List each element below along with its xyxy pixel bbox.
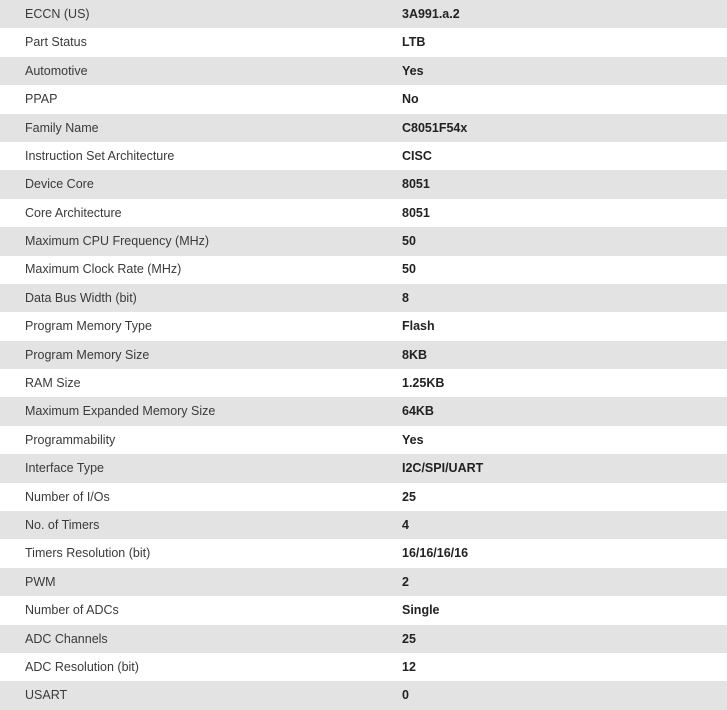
spec-label-cell: PPAP: [25, 92, 58, 107]
spec-value-cell: 50: [402, 234, 416, 249]
spec-label-cell: Device Core: [25, 177, 94, 192]
spec-label-cell: Maximum CPU Frequency (MHz): [25, 234, 210, 249]
spec-label-cell: Automotive: [25, 63, 88, 78]
spec-label-cell: USART: [25, 688, 68, 703]
spec-value-cell: 64KB: [402, 404, 434, 419]
spec-label-cell: Program Memory Size: [25, 347, 150, 362]
spec-value-cell: 3A991.a.2: [402, 6, 460, 21]
spec-value-cell: 16/16/16/16: [402, 546, 469, 561]
spec-value-cell: 8051: [402, 177, 430, 192]
spec-label-cell: Core Architecture: [25, 205, 122, 220]
spec-value-cell: 8KB: [402, 347, 428, 362]
table-row: [0, 539, 727, 567]
spec-value-cell: 50: [402, 262, 416, 277]
table-row: [0, 625, 727, 653]
spec-value-cell: 0: [402, 688, 409, 703]
spec-label-cell: Number of ADCs: [25, 603, 119, 618]
spec-value-cell: 25: [402, 489, 416, 504]
spec-label-cell: Instruction Set Architecture: [25, 148, 175, 163]
spec-value-cell: 8051: [402, 205, 430, 220]
spec-label-cell: Family Name: [25, 120, 99, 135]
spec-label-cell: RAM Size: [25, 376, 81, 391]
spec-value-cell: Yes: [402, 432, 424, 447]
table-row: [0, 227, 727, 255]
table-row: [0, 312, 727, 340]
spec-value-cell: 25: [402, 631, 416, 646]
spec-label-cell: PWM: [25, 574, 56, 589]
spec-label-cell: ADC Channels: [25, 631, 108, 646]
spec-value-cell: 12: [402, 659, 416, 674]
spec-label-cell: ECCN (US): [25, 6, 90, 21]
table-row: [0, 341, 727, 369]
table-row: [0, 568, 727, 596]
spec-label-cell: Data Bus Width (bit): [25, 290, 137, 305]
table-row: [0, 454, 727, 482]
table-row: [0, 0, 727, 28]
spec-label-cell: Program Memory Type: [25, 319, 152, 334]
table-row: [0, 57, 727, 85]
spec-value-cell: 4: [402, 517, 409, 532]
table-row: [0, 483, 727, 511]
spec-value-cell: I2C/SPI/UART: [402, 461, 484, 476]
table-row: [0, 170, 727, 198]
table-row: [0, 426, 727, 454]
table-row: [0, 511, 727, 539]
spec-value-cell: LTB: [402, 35, 426, 50]
spec-label-cell: Interface Type: [25, 461, 104, 476]
table-row: [0, 284, 727, 312]
spec-value-cell: C8051F54x: [402, 120, 468, 135]
spec-label-cell: ADC Resolution (bit): [25, 659, 139, 674]
table-row: [0, 85, 727, 113]
table-row: [0, 256, 727, 284]
table-row: [0, 28, 727, 56]
spec-label-cell: No. of Timers: [25, 517, 100, 532]
spec-label-cell: Number of I/Os: [25, 489, 110, 504]
table-row: [0, 681, 727, 709]
spec-label-cell: Part Status: [25, 35, 87, 50]
spec-value-cell: CISC: [402, 148, 432, 163]
table-row: [0, 199, 727, 227]
spec-value-cell: 2: [402, 574, 409, 589]
spec-value-cell: No: [402, 92, 419, 107]
table-row: [0, 596, 727, 624]
table-row: [0, 397, 727, 425]
spec-label-cell: Timers Resolution (bit): [25, 546, 151, 561]
table-row: [0, 369, 727, 397]
spec-value-cell: 1.25KB: [402, 376, 445, 391]
spec-label-cell: Maximum Expanded Memory Size: [25, 404, 216, 419]
spec-value-cell: Flash: [402, 319, 435, 334]
spec-label-cell: Programmability: [25, 432, 116, 447]
table-row: [0, 653, 727, 681]
spec-value-cell: 8: [402, 290, 409, 305]
table-row: [0, 114, 727, 142]
spec-value-cell: Yes: [402, 63, 424, 78]
table-row: [0, 142, 727, 170]
spec-label-cell: Maximum Clock Rate (MHz): [25, 262, 182, 277]
spec-value-cell: Single: [402, 603, 440, 618]
